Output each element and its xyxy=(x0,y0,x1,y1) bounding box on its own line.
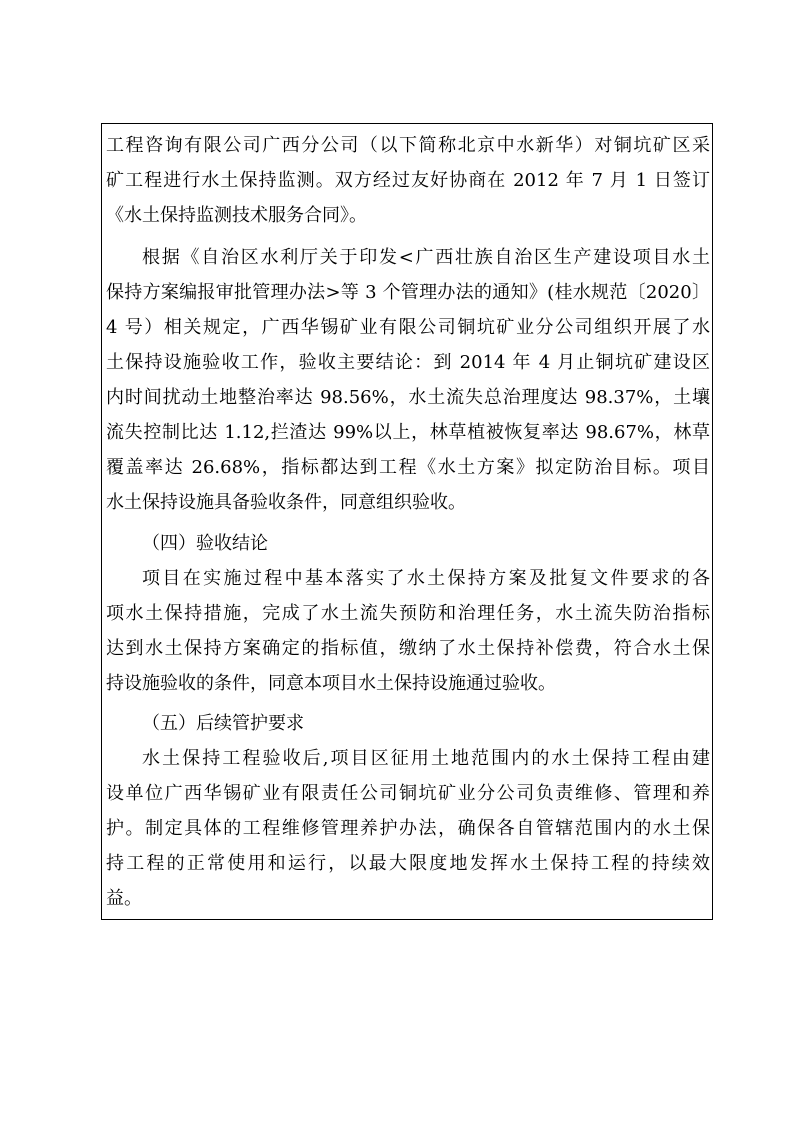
paragraph-line: 持工程的正常使用和运行，以最大限度地发挥水土保持工程的持续效 xyxy=(106,853,710,874)
paragraph-line: 项水土保持措施，完成了水土流失预防和治理任务，水土流失防治指标 xyxy=(106,603,710,624)
paragraph-line: 保持方案编报审批管理办法>等 3 个管理办法的通知》(桂水规范〔2020〕 xyxy=(106,282,710,303)
paragraph-line: 益。 xyxy=(106,888,142,909)
paragraph-line: 工程咨询有限公司广西分公司（以下简称北京中水新华）对铜坑矿区采 xyxy=(106,135,710,156)
paragraph-line: 根据《自治区水利厅关于印发<广西壮族自治区生产建设项目水土 xyxy=(142,247,710,268)
paragraph-line: 水土保持设施具备验收条件，同意组织验收。 xyxy=(106,492,466,513)
paragraph-line: 流失控制比达 1.12,拦渣达 99%以上，林草植被恢复率达 98.67%，林草 xyxy=(106,422,710,443)
paragraph-line: 《水土保持监测技术服务合同》。 xyxy=(106,205,367,226)
paragraph-line: 设单位广西华锡矿业有限责任公司铜坑矿业分公司负责维修、管理和养 xyxy=(106,783,710,804)
paragraph-line: 4 号）相关规定，广西华锡矿业有限公司铜坑矿业分公司组织开展了水 xyxy=(106,317,710,338)
paragraph-line: 内时间扰动土地整治率达 98.56%，水土流失总治理度达 98.37%，土壤 xyxy=(106,387,710,408)
paragraph-line: 矿工程进行水土保持监测。双方经过友好协商在 2012 年 7 月 1 日签订 xyxy=(106,170,710,191)
paragraph-line: 项目在实施过程中基本落实了水土保持方案及批复文件要求的各 xyxy=(142,568,710,589)
paragraph-line: 持设施验收的条件，同意本项目水土保持设施通过验收。 xyxy=(106,673,556,694)
paragraph-line: 土保持设施验收工作，验收主要结论：到 2014 年 4 月止铜坑矿建设区 xyxy=(106,352,710,373)
section-heading: （五）后续管护要求 xyxy=(142,713,304,734)
paragraph-line: 达到水土保持方案确定的指标值，缴纳了水土保持补偿费，符合水土保 xyxy=(106,638,710,659)
paragraph-line: 水土保持工程验收后,项目区征用土地范围内的水土保持工程由建 xyxy=(142,748,710,769)
paragraph-line: 护。制定具体的工程维修管理养护办法，确保各自管辖范围内的水土保 xyxy=(106,818,710,839)
section-heading: （四）验收结论 xyxy=(142,533,268,554)
paragraph-line: 覆盖率达 26.68%，指标都达到工程《水土方案》拟定防治目标。项目 xyxy=(106,457,710,478)
